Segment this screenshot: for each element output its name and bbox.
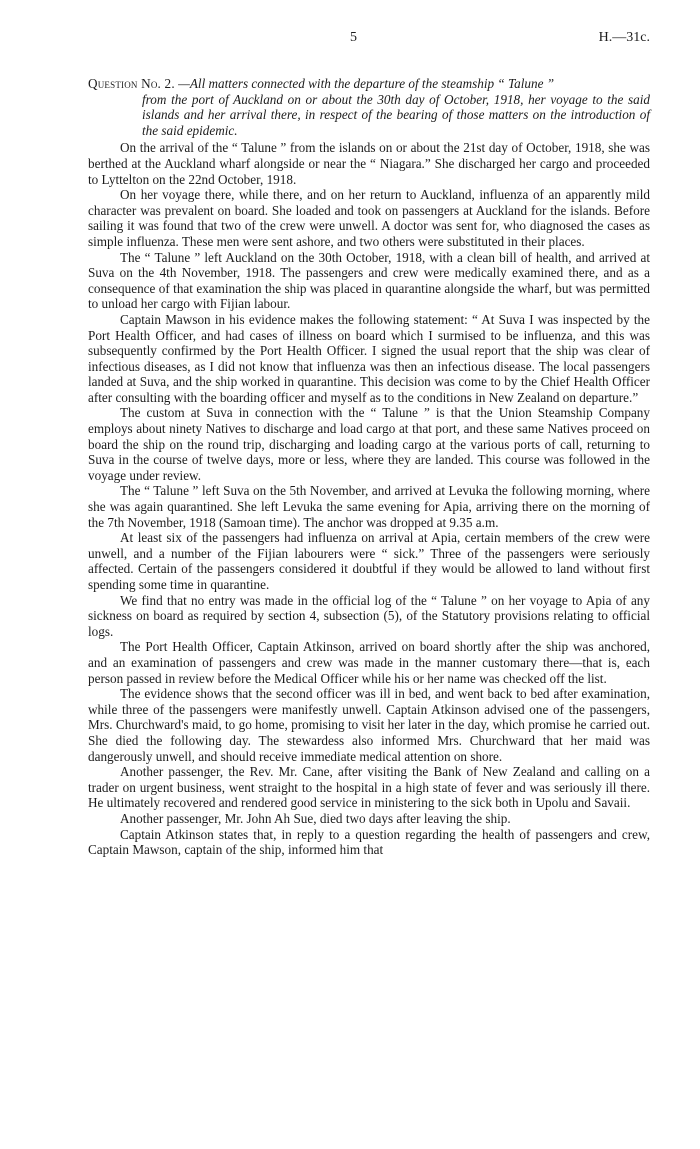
document-reference: H.—31c. <box>598 30 650 45</box>
paragraph-left-suva: The “ Talune ” left Suva on the 5th November, and arrived at Levuka the following morning, where she was again quarantined. She left Levuka the same evening for Apia, arriving there on the morning of the 7th November, 1918 (Samoan time). The anchor was dropped at 9.35 a.m. <box>88 483 650 530</box>
body-text <box>88 140 650 857</box>
question-text-first-line: —All matters connected with the departure of the steamship “ Talune ” <box>174 76 555 91</box>
page-number: 5 <box>350 30 357 45</box>
paragraph-atkinson-states: Captain Atkinson states that, in reply to a question regarding the health of passengers and crew, Captain Mawson, captain of the ship, informed him that <box>88 826 650 858</box>
paragraph-rev-cane: Another passenger, the Rev. Mr. Cane, after visiting the Bank of New Zealand and calling on a trader on urgent business, went straight to the hospital in a high state of fever and was seriously ill there. He ultimately recovered and rendered good service in ministering to the sick both in Upolu and Savaii. <box>88 764 650 811</box>
paragraph-port-health-officer: The Port Health Officer, Captain Atkinson, arrived on board shortly after the ship was anchored, and an examination of passengers and crew was made in the manner customary there—that is, each person passed in review before the Medical Officer while his or her name was checked off the list. <box>88 639 650 686</box>
paragraph-official-log: We find that no entry was made in the official log of the “ Talune ” on her voyage to Apia of any sickness on board as required by section 4, subsection (5), of the Statutory provisions relating to official logs. <box>88 592 650 639</box>
paragraph-left-auckland: The “ Talune ” left Auckland on the 30th October, 1918, with a clean bill of health, and arrived at Suva on the 4th November, 1918. The passengers and crew were medically examined there, and as a consequence of that examination the ship was placed in quarantine alongside the wharf, but was permitted to unload her cargo with Fijian labour. <box>88 249 650 312</box>
question-text-continuation: from the port of Auckland on or about the 30th day of October, 1918, her voyage to the said islands and her arrival there, in respect of the bearing of those matters on the introduction of the said epidemic. <box>142 91 650 138</box>
paragraph-talune-arrival: On the arrival of the “ Talune ” from the islands on or about the 21st day of October, 1918, she was berthed at the Auckland wharf alongside or near the “ Niagara.” She discharged her cargo and proceeded to Lyttelton on the 22nd October, 1918. <box>88 140 650 187</box>
paragraph-mawson-statement: Captain Mawson in his evidence makes the following statement: “ At Suva I was inspected by the Port Health Officer, and had cases of illness on board which I surmised to be influenza, and this was subsequently confirmed by the Port Health Officer. I signed the usual report that the ship was clear of infectious diseases, as I did not know that influenza was then an infectious disease. The local passengers landed at Suva, and the ship worked in quarantine. This decision was come to by the Chief Health Officer after consulting with the boarding officer and myself as to the conditions in New Zealand on departure.” <box>88 311 650 405</box>
paragraph-arrival-apia: At least six of the passengers had influenza on arrival at Apia, certain members of the crew were unwell, and a number of the Fijian labourers were “ sick.” Three of the passengers were seriously affected. Certain of the passengers considered it doubtful if they would be allowed to land without first spending some time in quarantine. <box>88 530 650 592</box>
question-label: Question No. 2. <box>88 76 175 91</box>
paragraph-john-ah-sue: Another passenger, Mr. John Ah Sue, died two days after leaving the ship. <box>120 810 511 826</box>
paragraph-suva-custom: The custom at Suva in connection with the “ Talune ” is that the Union Steamship Company employs about ninety Natives to discharge and load cargo at that port, and these same Natives proceed on board the ship on the round trip, discharging and loading cargo at the various ports of call, returning to Suva in the course of twelve days, more or less, where they are landed. This course was followed in the voyage under review. <box>88 405 650 483</box>
question-heading <box>88 76 650 138</box>
page-header <box>88 30 650 60</box>
paragraph-evidence: The evidence shows that the second officer was ill in bed, and went back to bed after examination, while three of the passengers were manifestly unwell. Captain Atkinson advised one of the passengers, Mrs. Churchward's maid, to go home, promising to visit her later in the day, which promise he carried out. She died the following day. The stewardess also informed Mrs. Churchward that her maid was dangerously unwell, and should receive immediate medical attention on shore. <box>88 686 650 764</box>
paragraph-voyage-influenza: On her voyage there, while there, and on her return to Auckland, influenza of an apparently mild character was prevalent on board. She loaded and took on passengers at Auckland for the islands. Before sailing it was found that two of the crew were unwell. A doctor was sent for, who diagnosed the cases as simple influenza. These men were sent ashore, and two others were substituted in their places. <box>88 187 650 249</box>
